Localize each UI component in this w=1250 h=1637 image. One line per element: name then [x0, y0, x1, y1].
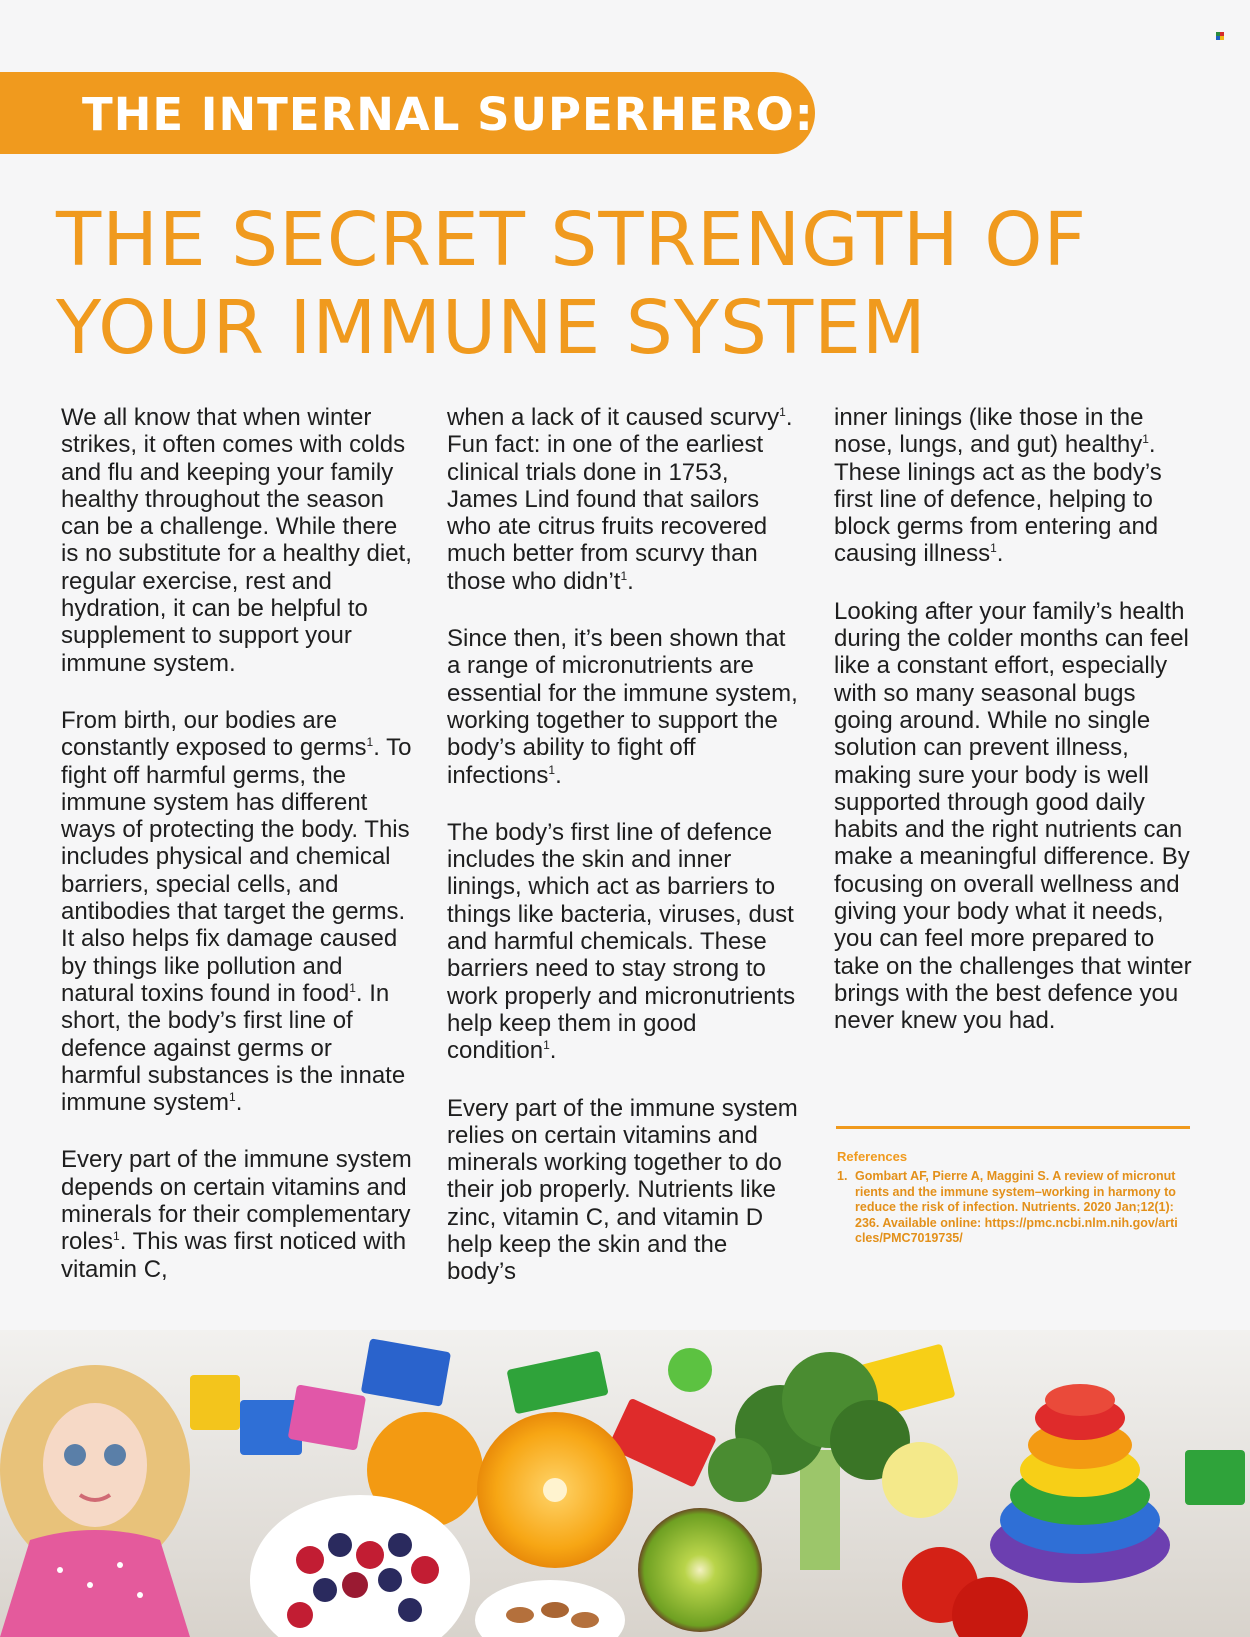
- paragraph: Looking after your family’s health during the colder months can feel like a constant effort, especially with so many seasonal bugs going around. While no single solution can prevent illness, making sure your body is well supported through good daily habits and the right nutrients can make a meaningful difference. By focusing on overall wellness and giving your body what it needs, you can feel more prepared to take on the challenges that winter brings with the best defence you never knew you had.: [834, 597, 1192, 1035]
- paragraph: Since then, it’s been shown that a range of micronutrients are essential for the immune system, working together to support the body’s ability to fight off infections$^1$.: [447, 625, 798, 789]
- references-title: References: [837, 1149, 908, 1164]
- lemon-icon: [882, 1442, 958, 1518]
- paragraph: when a lack of it caused scurvy$^1$. Fun fact: in one of the earliest clinical trials done in 1753, James Lind found that sailors who ate citrus fruits recovered much better from scurvy than those who $didn’t^1$.: [447, 404, 793, 595]
- article-column-1: [61, 404, 416, 1313]
- banner-title: THE INTERNAL SUPERHERO:: [82, 88, 814, 141]
- paragraph: We all know that when winter strikes, it often comes with colds and flu and keeping your family healthy throughout the season can be a challenge. While there is no substitute for a healthy diet, regular exercise, rest and hydration, it can be helpful to supplement to support your immune system.: [61, 404, 412, 677]
- footnote-mark: 1: [990, 541, 997, 556]
- footnote-mark: 1: [543, 1038, 550, 1053]
- paragraph: Every part of the immune system depends on certain vitamins and minerals for their complementary roles$^1$. This was first noticed with vitamin C,: [61, 1146, 412, 1283]
- footnote-mark: 1: [229, 1090, 236, 1105]
- doll-icon: [0, 1365, 190, 1637]
- food-and-toys-photo: [0, 1330, 1250, 1637]
- kiwi-icon: [638, 1508, 762, 1632]
- paragraph: From birth, our bodies are constantly exposed to germs$^1$. To fight off harmful germs, the immune system has different ways of protecting the body. This includes physical and chemical barriers, special cells, and antibodies that target the germs. It also helps fix damage caused by things like pollution and natural toxins found in food$^1$. In short, the body’s first line of defence against germs or harmful substances is the innate immune system$^1$.: [61, 706, 412, 1117]
- footnote-mark: 1: [366, 735, 374, 750]
- article-column-3: [834, 404, 1194, 1065]
- section-banner: [0, 72, 815, 154]
- article-column-2: [447, 404, 802, 1316]
- footnote-mark: 1: [349, 980, 356, 995]
- footnote-mark: 1: [548, 762, 556, 777]
- references-divider: [836, 1126, 1190, 1129]
- reference-text[interactable]: Gombart AF, Pierre A, Maggini S. A review of micronutrients and the immune system–working in harmony to reduce the risk of infection. Nutrients. 2020 Jan;12(1):236. Available online: https://pmc.ncbi.nlm.nih.gov/articles/PMC7019735/: [855, 1169, 1178, 1245]
- paragraph: The body’s first line of defence includes the skin and inner linings, which act as barriers to things like bacteria, viruses, dust and harmful chemicals. These barriers need to stay strong to work properly and micronutrients help keep them in good condition$^1$.: [447, 818, 796, 1065]
- color-mark-icon: [1216, 32, 1224, 40]
- paragraph: Every part of the immune system relies on certain vitamins and minerals working together to do their job properly. Nutrients like zinc, vitamin C, and vitamin D help keep the skin and the body’s: [447, 1094, 798, 1286]
- footnote-mark: 1: [620, 568, 628, 583]
- footnote-mark: 1: [779, 405, 786, 419]
- paragraph: inner linings (like those in the nose, lungs, and gut) healthy$^1$. These linings act as the body’s first line of defence, helping to block germs from entering and causing illness$^1$.: [834, 404, 1162, 568]
- page-title: [56, 196, 1216, 372]
- reference-number: 1.: [837, 1169, 848, 1183]
- footnote-mark: 1: [1142, 432, 1149, 447]
- title-line-1: THE SECRET STRENGTH OF: [56, 197, 1088, 283]
- footnote-mark: 1: [113, 1229, 120, 1244]
- title-line-2: YOUR IMMUNE SYSTEM: [56, 285, 927, 371]
